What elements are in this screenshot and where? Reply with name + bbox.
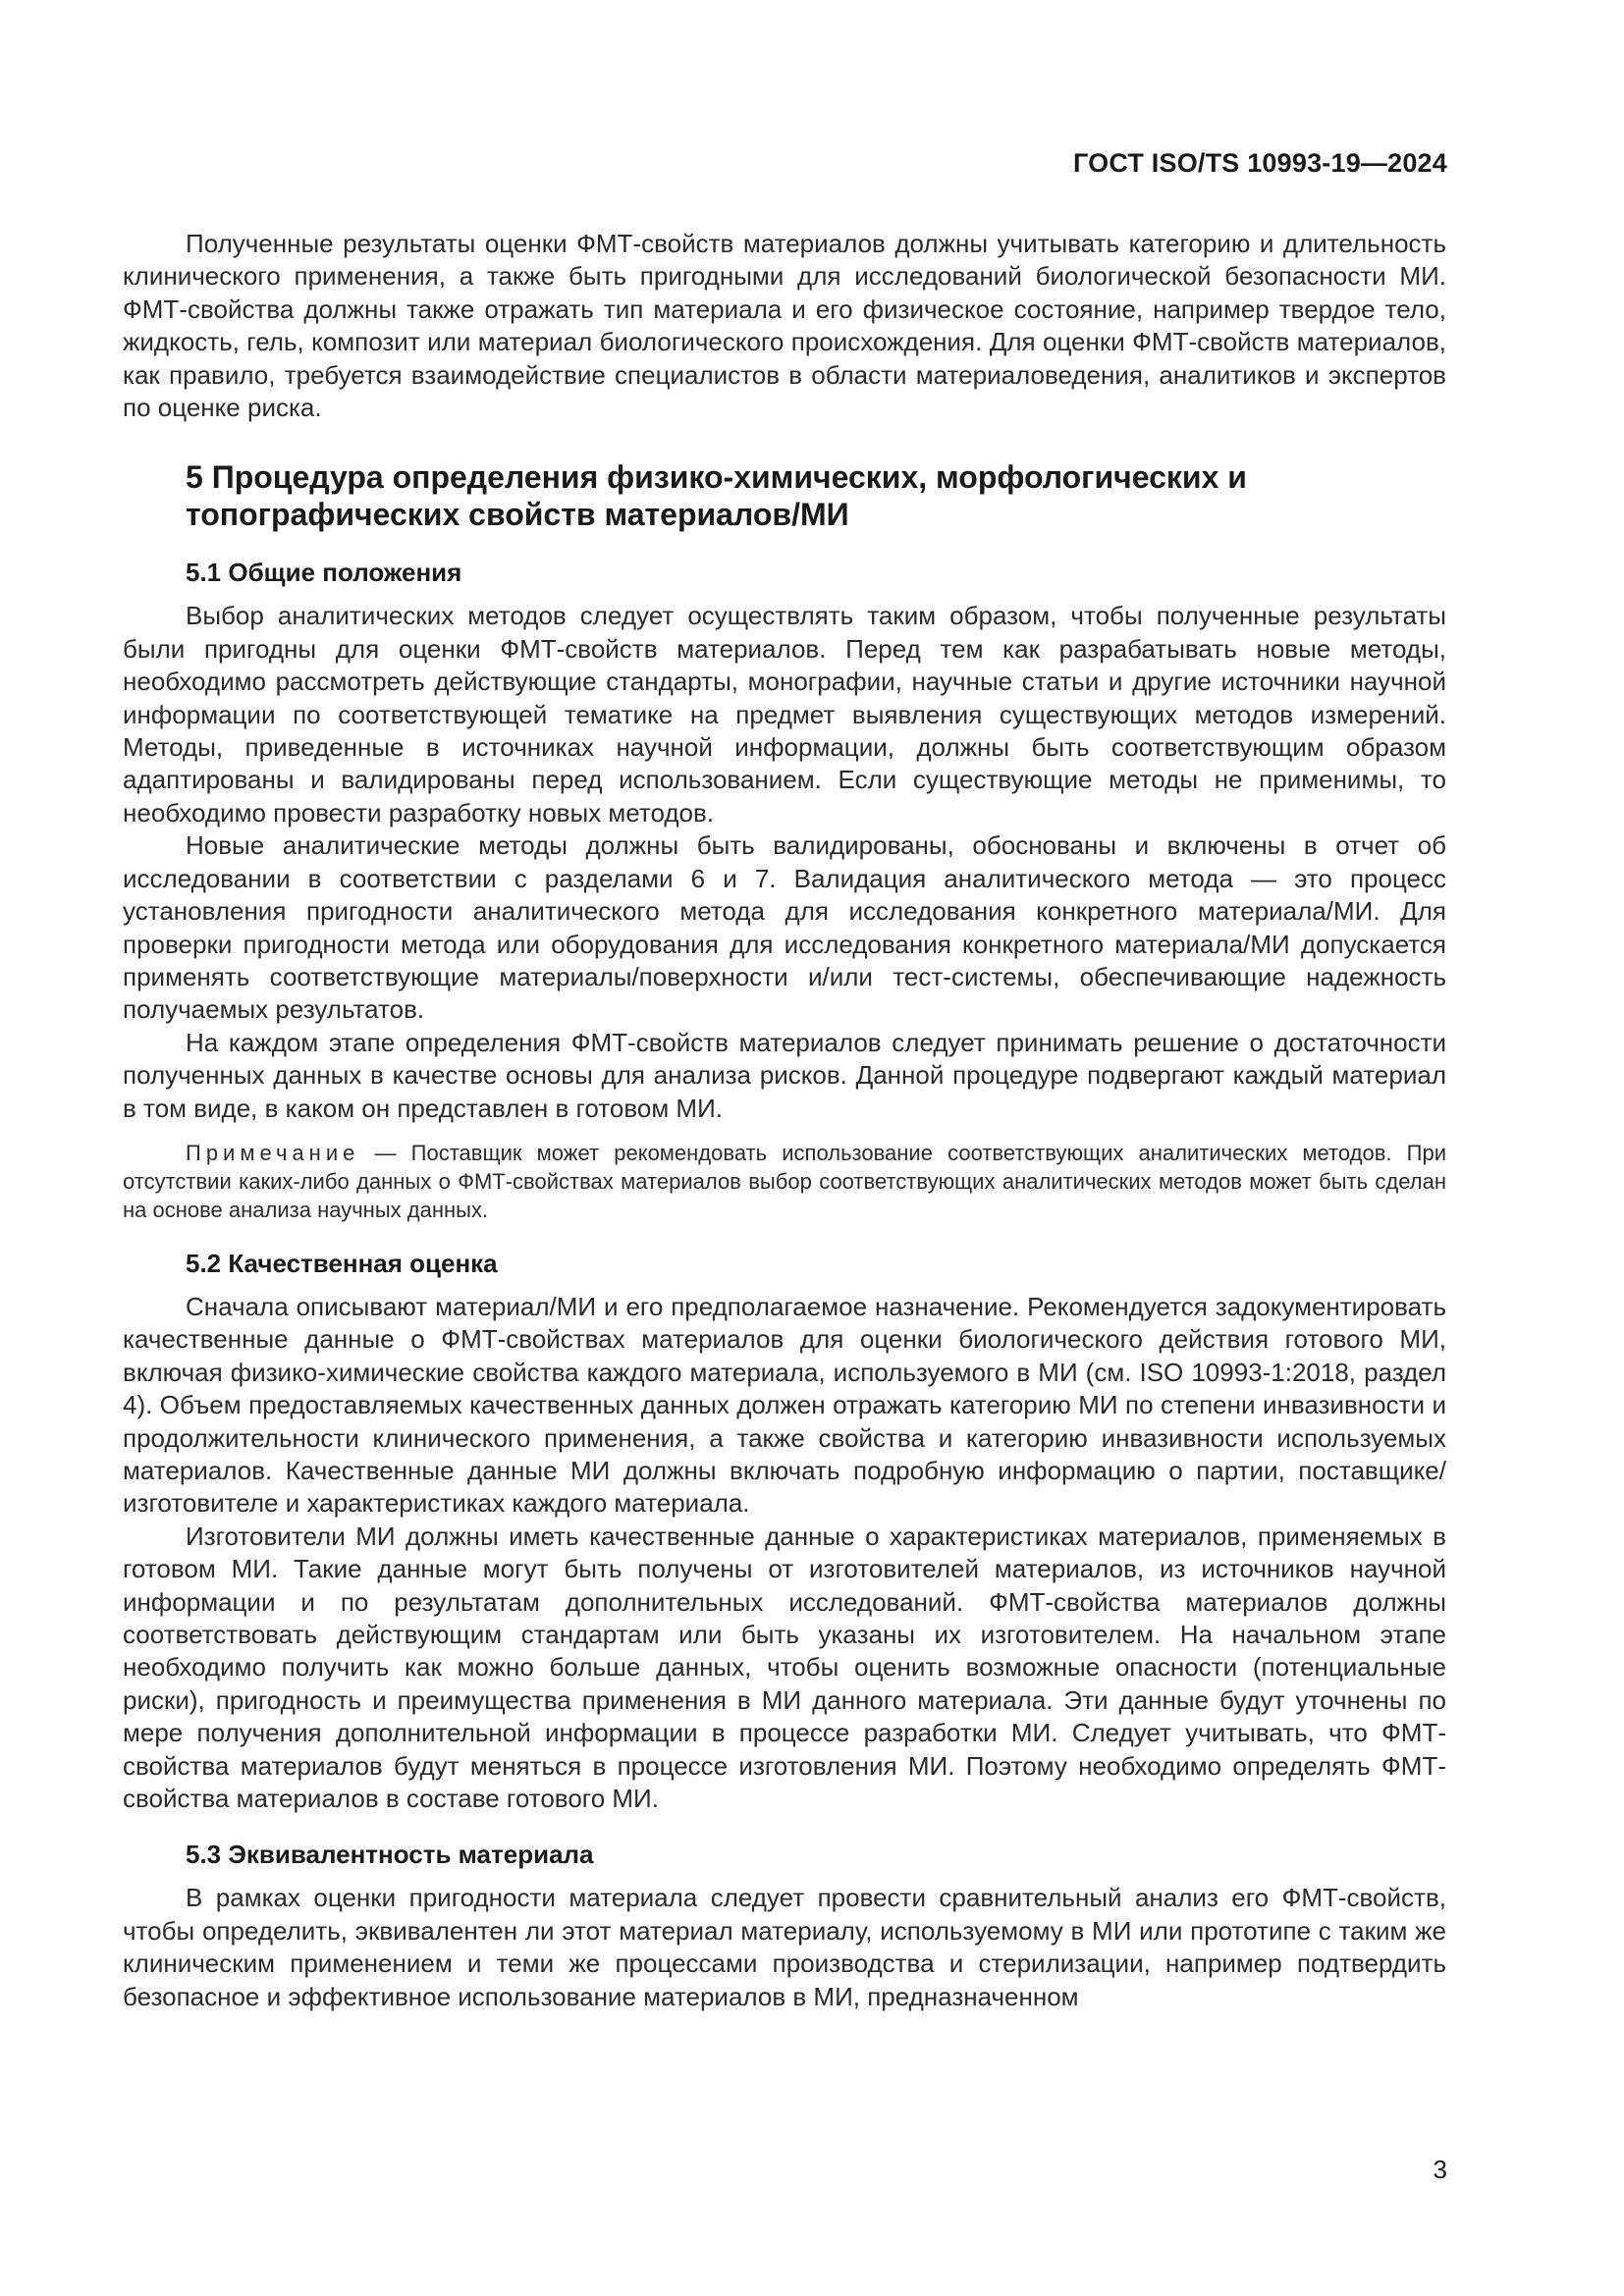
section-5-1-paragraph: Новые аналитические методы должны быть валидированы, обоснованы и включены в отчет об исследовании в соответствии с разделами 6 и 7. Валидация аналитического метода — это процесс установления пригодности аналитического метода для исследования конкретного материала/МИ. Для проверки пригодности метода или оборудования для исследования конкретного материала/МИ допускается применять соответствующие материалы/поверхности и/или тест-системы, обеспечивающие надежность получаемых результатов. — [123, 830, 1446, 1025]
page-number: 3 — [1433, 2155, 1447, 2184]
note-label: Примечание — [186, 1140, 360, 1165]
note — [123, 1139, 1446, 1224]
section-5-2-paragraph: Сначала описывают материал/МИ и его предполагаемое назначение. Рекомендуется задокументировать качественные данные о ФМТ-свойствах материалов для оценки биологического действия готового МИ, включая физико-химические свойства каждого материала, используемого в МИ (см. ISO 10993-1:2018, раздел 4). Объем предоставляемых качественных данных должен отражать категорию МИ по степени инвазивности и продолжительности клинического применения, а также свойства и категорию инвазивности используемых материалов. Качественные данные МИ должны включать подробную информацию о партии, поставщике/изготовителе и характеристиках каждого материала. — [123, 1291, 1446, 1519]
section-5-1-heading: 5.1 Общие положения — [186, 558, 462, 588]
section-5-1-paragraph: Выбор аналитических методов следует осуществлять таким образом, чтобы полученные результаты были пригодны для оценки ФМТ-свойств материалов. Перед тем как разрабатывать новые методы, необходимо рассмотреть действующие стандарты, монографии, научные статьи и другие источники научной информации по соответствующей тематике на предмет выявления существующих методов измерений. Методы, приведенные в источниках научной информации, должны быть соответствующим образом адаптированы и валидированы перед использованием. Если существующие методы не применимы, то необходимо провести разработку новых методов. — [123, 601, 1446, 828]
standard-code: ГОСТ ISO/TS 10993-19—2024 — [1073, 148, 1447, 178]
section-5-2-heading: 5.2 Качественная оценка — [186, 1248, 498, 1278]
note-text: — Поставщик может рекомендовать использование соответствующих аналитических методов. При отсутствии каких-либо данных о ФМТ-свойствах материалов выбор соответствующих аналитических методов может быть сделан на основе анализа научных данных. — [123, 1140, 1446, 1222]
section-5-heading: 5 Процедура определения физико-химических, морфологических и топографических свойств материалов/МИ — [186, 459, 1247, 533]
section-5-1-paragraph: На каждом этапе определения ФМТ-свойств материалов следует принимать решение о достаточности полученных данных в качестве основы для анализа рисков. Данной процедуре подвергают каждый материал в том виде, в каком он представлен в готовом МИ. — [123, 1027, 1446, 1123]
section-5-3-heading: 5.3 Эквивалентность материала — [186, 1840, 594, 1870]
intro-paragraph: Полученные результаты оценки ФМТ-свойств материалов должны учитывать категорию и длительность клинического применения, а также быть пригодными для исследований биологической безопасности МИ. ФМТ-свойства должны также отражать тип материала и его физическое состояние, например твердое тело, жидкость, гель, композит или материал биологического происхождения. Для оценки ФМТ-свойств материалов, как правило, требуется взаимодействие специалистов в области материаловедения, аналитиков и экспертов по оценке риска. — [123, 229, 1446, 423]
page-content — [123, 228, 1446, 2013]
section-5-3-paragraph: В рамках оценки пригодности материала следует провести сравнительный анализ его ФМТ-свойств, чтобы определить, эквивалентен ли этот материал материалу, используемому в МИ или прототипе с таким же клиническим применением и теми же процессами производства и стерилизации, например подтвердить безопасное и эффективное использование материалов в МИ, предназначенном — [123, 1883, 1446, 2011]
section-5-2-paragraph: Изготовители МИ должны иметь качественные данные о характеристиках материалов, применяемых в готовом МИ. Такие данные могут быть получены от изготовителей материалов, из источников научной информации и по результатам дополнительных исследований. ФМТ-свойства материалов должны соответствовать действующим стандартам или быть указаны их изготовителем. На начальном этапе необходимо получить как можно больше данных, чтобы оценить возможные опасности (потенциальные риски), пригодность и преимущества применения в МИ данного материала. Эти данные будут уточнены по мере получения дополнительной информации в процессе разработки МИ. Следует учитывать, что ФМТ-свойства материалов будут меняться в процессе изготовления МИ. Поэтому необходимо определять ФМТ-свойства материалов в составе готового МИ. — [123, 1521, 1446, 1814]
